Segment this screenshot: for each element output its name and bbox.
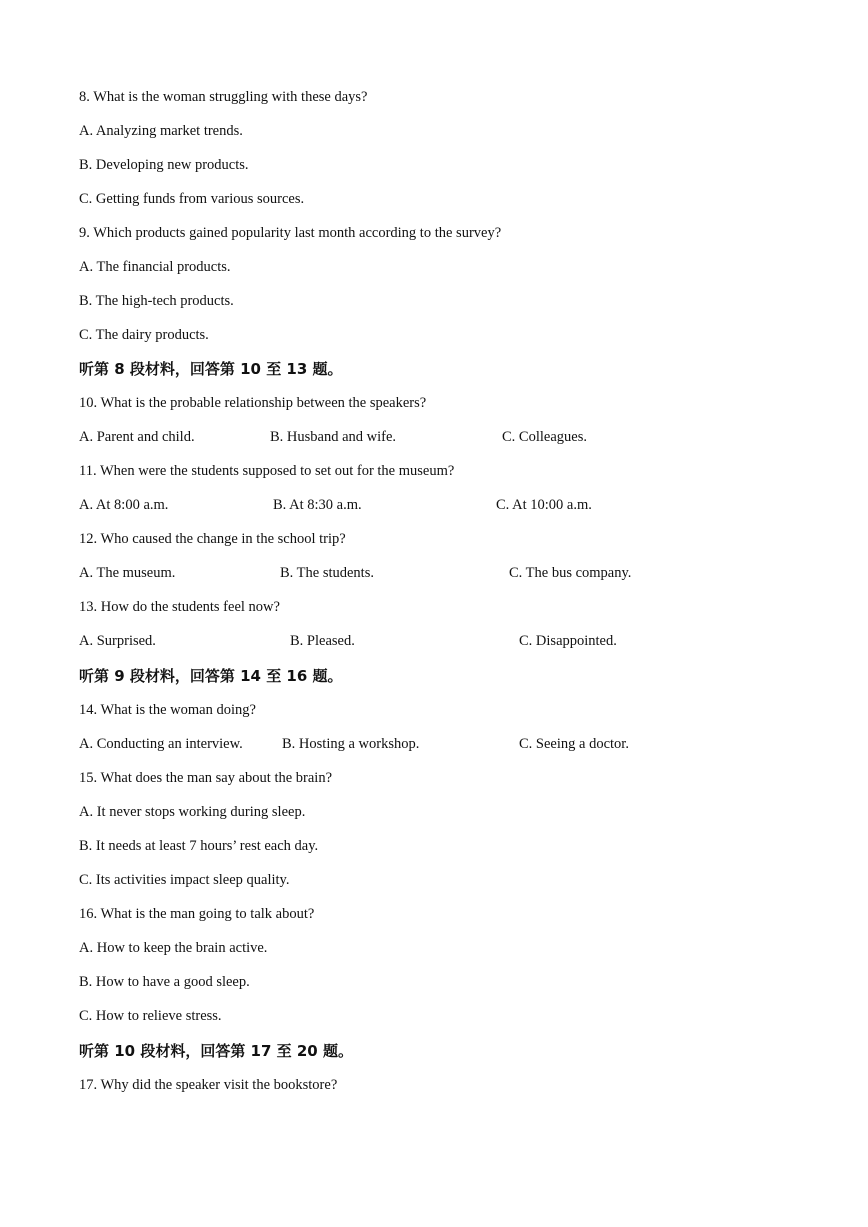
- option-13a: A. Surprised.: [79, 633, 156, 649]
- question-8: 8. What is the woman struggling with these days?: [79, 89, 368, 105]
- option-13c: C. Disappointed.: [519, 633, 617, 649]
- options-row-14: [79, 733, 779, 755]
- option-15c: C. Its activities impact sleep quality.: [79, 872, 290, 888]
- question-10: 10. What is the probable relationship between the speakers?: [79, 395, 427, 411]
- option-8a: A. Analyzing market trends.: [79, 123, 243, 139]
- option-8b: B. Developing new products.: [79, 157, 249, 173]
- option-13b: B. Pleased.: [290, 633, 355, 649]
- option-16b: B. How to have a good sleep.: [79, 974, 250, 990]
- option-10a: A. Parent and child.: [79, 429, 195, 445]
- option-12b: B. The students.: [280, 565, 374, 581]
- option-15b: B. It needs at least 7 hours’ rest each day.: [79, 838, 319, 854]
- options-row-12: [79, 562, 779, 584]
- question-13: 13. How do the students feel now?: [79, 599, 280, 615]
- question-14: 14. What is the woman doing?: [79, 702, 256, 718]
- option-11b: B. At 8:30 a.m.: [273, 497, 362, 513]
- option-11c: C. At 10:00 a.m.: [496, 497, 592, 513]
- option-16c: C. How to relieve stress.: [79, 1008, 222, 1024]
- option-9c: C. The dairy products.: [79, 327, 209, 343]
- option-15a: A. It never stops working during sleep.: [79, 804, 306, 820]
- option-9b: B. The high-tech products.: [79, 293, 234, 309]
- option-9a: A. The financial products.: [79, 259, 231, 275]
- question-15: 15. What does the man say about the brain?: [79, 770, 333, 786]
- option-12c: C. The bus company.: [509, 565, 632, 581]
- question-12: 12. Who caused the change in the school trip?: [79, 531, 346, 547]
- option-14a: A. Conducting an interview.: [79, 736, 243, 752]
- options-row-13: [79, 630, 779, 652]
- option-14c: C. Seeing a doctor.: [519, 736, 629, 752]
- option-16a: A. How to keep the brain active.: [79, 940, 268, 956]
- option-10c: C. Colleagues.: [502, 429, 587, 445]
- options-row-11: [79, 494, 779, 516]
- option-14b: B. Hosting a workshop.: [282, 736, 420, 752]
- section-heading-8: 听第 8 段材料，回答第 10 至 13 题。: [79, 360, 343, 378]
- question-9: 9. Which products gained popularity last month according to the survey?: [79, 225, 502, 241]
- section-heading-9: 听第 9 段材料，回答第 14 至 16 题。: [79, 667, 343, 685]
- options-row-10: [79, 426, 779, 448]
- option-12a: A. The museum.: [79, 565, 176, 581]
- question-11: 11. When were the students supposed to set out for the museum?: [79, 463, 455, 479]
- section-heading-10: 听第 10 段材料，回答第 17 至 20 题。: [79, 1042, 353, 1060]
- option-11a: A. At 8:00 a.m.: [79, 497, 169, 513]
- option-10b: B. Husband and wife.: [270, 429, 397, 445]
- question-17: 17. Why did the speaker visit the bookstore?: [79, 1077, 338, 1093]
- option-8c: C. Getting funds from various sources.: [79, 191, 305, 207]
- question-16: 16. What is the man going to talk about?: [79, 906, 315, 922]
